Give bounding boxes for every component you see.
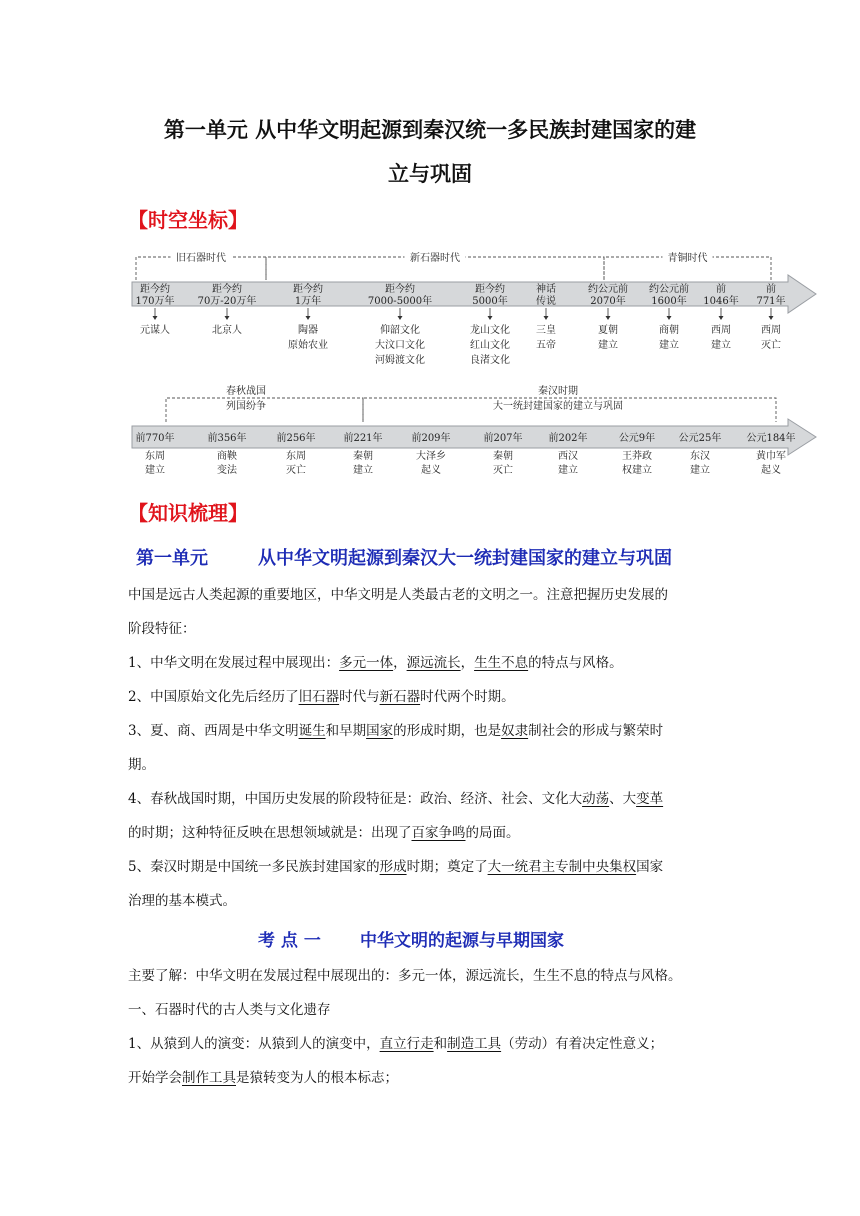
era-label: 大一统封建国家的建立与巩固	[493, 401, 623, 412]
timeline-tick-arrow	[225, 316, 230, 320]
timeline-event: 龙山文化	[470, 325, 510, 336]
point-2: 2、中国原始文化先后经历了旧石器时代与新石器时代两个时期。	[128, 689, 515, 705]
point-1: 1、中华文明在发展过程中展现出：多元一体，源远流长，生生不息的特点与风格。	[128, 655, 623, 671]
timeline-event: 建立	[598, 340, 618, 351]
timeline-tick-arrow	[398, 316, 403, 320]
timeline-date: 传说	[536, 296, 556, 307]
point-5: 5、秦汉时期是中国统一多民族封建国家的形成时期；奠定了大一统君主专制中央集权国家	[128, 859, 664, 875]
unit-title-line2: 立与巩固	[388, 162, 472, 186]
timeline-event: 三皇	[536, 325, 556, 336]
timeline-tick-arrow	[488, 316, 493, 320]
unit-title-line1: 第一单元 从中华文明起源到秦汉统一多民族封建国家的建	[163, 118, 697, 142]
timeline-event: 商朝	[659, 325, 679, 336]
timeline-event: 东汉	[690, 451, 710, 462]
era-label: 新石器时代	[410, 253, 460, 264]
timeline-event: 秦朝	[493, 451, 513, 462]
timeline-date: 距今约	[212, 284, 242, 295]
timeline-event: 建立	[558, 465, 578, 476]
timeline-date: 距今约	[140, 284, 170, 295]
section-knowledge: 【知识梳理】	[128, 501, 248, 525]
timeline-event: 仰韶文化	[380, 325, 420, 336]
timeline-event: 建立	[690, 465, 710, 476]
timeline-event: 权建立	[622, 465, 652, 476]
timeline-event: 红山文化	[470, 340, 510, 351]
timeline-event: 商鞅	[217, 451, 237, 462]
era-label: 秦汉时期	[538, 386, 578, 397]
timeline-date: 前	[766, 284, 776, 295]
timeline-date: 前207年	[483, 433, 523, 444]
timeline-event: 西周	[761, 325, 781, 336]
kd-point-2: 开始学会制作工具是猿转变为人的根本标志；	[128, 1070, 398, 1086]
point-4: 4、春秋战国时期，中国历史发展的阶段特征是：政治、经济、社会、文化大动荡、大变革	[128, 791, 664, 807]
timeline-date: 前209年	[411, 433, 451, 444]
timeline-date: 2070年	[590, 296, 626, 307]
kd-line1: 主要了解：中华文明在发展过程中展现出的：多元一体，源远流长，生生不息的特点与风格。	[128, 968, 682, 984]
timeline-figure	[128, 244, 820, 484]
timeline-date: 公元9年	[618, 433, 656, 444]
era-label: 旧石器时代	[176, 253, 226, 264]
timeline-date: 前356年	[207, 433, 247, 444]
timeline-date: 距今约	[475, 284, 505, 295]
timeline-event: 西周	[711, 325, 731, 336]
timeline-tick-arrow	[544, 316, 549, 320]
timeline-event: 河姆渡文化	[375, 355, 425, 366]
timeline-event: 西汉	[558, 451, 578, 462]
timeline-date: 公元184年	[746, 433, 796, 444]
kd-point-1: 1、从猿到人的演变：从猿到人的演变中，直立行走和制造工具（劳动）有着决定性意义；	[128, 1036, 664, 1052]
timeline-date: 距今约	[293, 284, 323, 295]
timeline-date: 距今约	[385, 284, 415, 295]
timeline-event: 东周	[286, 451, 306, 462]
point-3-cont: 期。	[128, 757, 155, 773]
timeline-lower	[132, 384, 816, 476]
timeline-date: 70万-20万年	[197, 296, 257, 307]
kaodian-right: 中华文明的起源与早期国家	[360, 931, 564, 951]
timeline-date: 前770年	[135, 433, 175, 444]
timeline-date: 1万年	[294, 296, 322, 307]
point-5-cont: 治理的基本模式。	[128, 893, 236, 909]
kaodian-paragraph	[128, 959, 738, 1095]
timeline-tick-arrow	[769, 316, 774, 320]
timeline-event: 建立	[145, 465, 165, 476]
timeline-event: 建立	[353, 465, 373, 476]
timeline-event: 良渚文化	[470, 355, 510, 366]
timeline-event: 变法	[217, 465, 237, 476]
timeline-event: 夏朝	[598, 325, 618, 336]
timeline-date: 前	[716, 284, 726, 295]
timeline-date: 771年	[756, 296, 786, 307]
timeline-date: 公元25年	[678, 433, 722, 444]
intro-line1: 中国是远古人类起源的重要地区，中华文明是人类最古老的文明之一。注意把握历史发展的	[128, 587, 668, 603]
kd-line2: 一、石器时代的古人类与文化遗存	[128, 1002, 331, 1018]
section-spacetime: 【时空坐标】	[128, 208, 248, 232]
timeline-date: 前221年	[343, 433, 383, 444]
timeline-date: 约公元前	[588, 284, 628, 295]
timeline-date: 约公元前	[649, 284, 689, 295]
timeline-date: 170万年	[135, 296, 175, 307]
timeline-date: 神话	[536, 284, 556, 295]
timeline-event: 灭亡	[493, 465, 513, 476]
timeline-date: 1046年	[703, 296, 739, 307]
timeline-date: 前202年	[548, 433, 588, 444]
timeline-date: 5000年	[472, 296, 508, 307]
timeline-date: 前256年	[276, 433, 316, 444]
unit-heading-right: 从中华文明起源到秦汉大一统封建国家的建立与巩固	[258, 548, 672, 569]
timeline-event: 元谋人	[140, 325, 170, 336]
timeline-event: 建立	[711, 340, 731, 351]
timeline-event: 东周	[145, 451, 165, 462]
timeline-event: 起义	[421, 465, 441, 476]
point-4-cont: 的时期；这种特征反映在思想领域就是：出现了百家争鸣的局面。	[128, 825, 520, 841]
timeline-tick-arrow	[306, 316, 311, 320]
intro-line2: 阶段特征：	[128, 621, 196, 637]
timeline-event: 秦朝	[353, 451, 373, 462]
era-label: 春秋战国	[226, 386, 266, 397]
timeline-event: 黄巾军	[756, 451, 786, 462]
timeline-event: 大泽乡	[416, 451, 446, 462]
timeline-date: 1600年	[651, 296, 687, 307]
timeline-event: 建立	[659, 340, 679, 351]
timeline-event: 王莽政	[622, 451, 652, 462]
era-label: 青铜时代	[667, 253, 708, 264]
unit-heading-left: 第一单元	[136, 548, 208, 569]
intro-paragraph	[128, 578, 738, 918]
timeline-date: 7000-5000年	[367, 296, 433, 307]
timeline-event: 北京人	[212, 325, 242, 336]
timeline-tick-arrow	[606, 316, 611, 320]
timeline-event: 起义	[761, 465, 781, 476]
kaodian-left: 考 点 一	[258, 931, 321, 951]
point-3: 3、夏、商、西周是中华文明诞生和早期国家的形成时期，也是奴隶制社会的形成与繁荣时	[128, 723, 664, 739]
timeline-tick-arrow	[719, 316, 724, 320]
timeline-event: 陶器	[298, 325, 318, 336]
timeline-upper	[132, 251, 816, 366]
timeline-tick-arrow	[153, 316, 158, 320]
timeline-event: 大汶口文化	[375, 340, 425, 351]
timeline-event: 灭亡	[286, 465, 306, 476]
timeline-event: 五帝	[536, 340, 556, 351]
timeline-event: 原始农业	[288, 340, 328, 351]
era-label: 列国纷争	[226, 401, 266, 412]
timeline-tick-arrow	[667, 316, 672, 320]
timeline-event: 灭亡	[761, 340, 781, 351]
